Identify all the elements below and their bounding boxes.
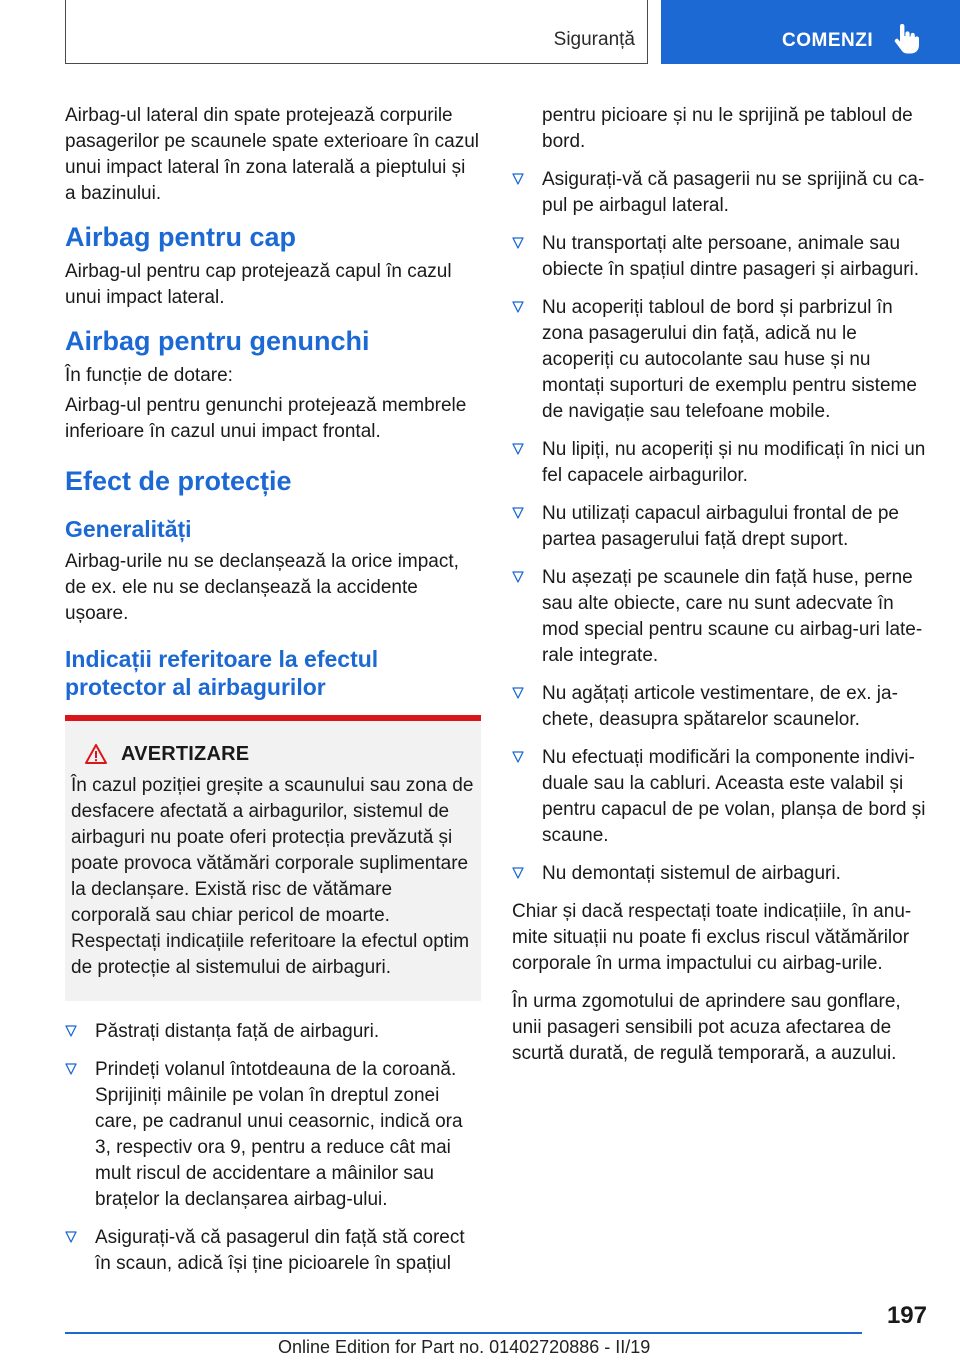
paragraph-airbag-cap: Airbag-ul pentru cap protejează capul în cazul unui impact lateral. (65, 261, 452, 308)
list-item-text: Nu acoperiți tabloul de bord și parbrizul în zona pasagerului din față, adică nu le acoperiți cu autocolante sau huse și nu montați suporturi de exemplu pentru sisteme de navigație sau telefoane mobile. (542, 297, 917, 422)
continuation-text: pentru picioare și nu le sprijină pe tabloul de bord. (542, 105, 913, 152)
heading-generalitati: Generalități (65, 516, 192, 542)
list-item (512, 745, 928, 849)
list-item-text: Nu transportați alte persoane, animale sau obiecte în spațiul dintre pasageri și airbaguri. (542, 233, 920, 280)
list-item-text: Nu lipiți, nu acoperiți și nu modificați în nici un fel capacele airbagurilor. (542, 439, 926, 486)
triangle-bullet-icon (512, 443, 524, 455)
list-item (512, 565, 928, 669)
triangle-bullet-icon (512, 237, 524, 249)
tab-label: COMENZI (782, 30, 874, 51)
paragraph-risc: Chiar și dacă respectați toate indicațiile, în anumite situații nu poate fi exclus riscul vătămărilor corporale în urma impactului cu airbag-urile. (512, 901, 912, 974)
page-number: 197 (886, 1302, 927, 1329)
left-column (65, 103, 481, 1289)
list-item-text: Nu așezați pe scaunele din față huse, perne sau alte obiecte, care nu sunt adecvate în mod special pentru scaune cu airbag-uri laterale integrate. (542, 567, 923, 666)
list-item (512, 231, 928, 283)
list-item-text: Nu agățați articole vestimentare, de ex. jachete, deasupra spătarelor scaunelor. (542, 683, 898, 730)
intro-paragraph: Airbag-ul lateral din spate protejează corpurile pasagerilor pe scaunele spate exterioare în cazul unui impact lateral în zona laterală a pieptului și a bazinului. (65, 105, 480, 204)
paragraph-dotare: În funcție de dotare: (65, 365, 233, 386)
list-item (512, 861, 928, 887)
section-title: Siguranță (553, 29, 635, 50)
triangle-bullet-icon (65, 1025, 77, 1037)
list-item (512, 437, 928, 489)
footer-edition (278, 1337, 650, 1358)
paragraph-generalitati: Airbag-urile nu se declanșează la orice impact, de ex. ele nu se declanșează la accidente ușoare. (65, 551, 459, 624)
heading-airbag-genunchi: Airbag pentru genunchi (65, 326, 370, 356)
list-item-text: Asigurați-vă că pasagerii nu se sprijină cu capul pe airbagul lateral. (542, 169, 925, 216)
warning-box (65, 715, 481, 1001)
triangle-bullet-icon (65, 1063, 77, 1075)
edition-text: Online Edition for Part no. 01402720886 - II/19 (278, 1337, 651, 1357)
triangle-bullet-icon (512, 751, 524, 763)
paragraph-airbag-genunchi: Airbag-ul pentru genunchi protejează membrele inferioare în cazul unui impact frontal. (65, 395, 467, 442)
list-item-text: Prindeți volanul întotdeauna de la coroană. Sprijiniți mâinile pe volan în dreptul zonei care, pe cadranul unui ceasornic, indică ora 3, respectiv ora 9, pentru a reduce cât mai mult riscul de accidentare a mâinilor sau brațelor la declanșarea airbag-ului. (95, 1059, 463, 1210)
triangle-bullet-icon (512, 507, 524, 519)
heading-efect-protectie: Efect de protecție (65, 466, 292, 496)
list-item (512, 501, 928, 553)
triangle-bullet-icon (512, 173, 524, 185)
heading-indicatii: Indicații referitoare la efectul protector al airbagurilor (65, 646, 379, 700)
list-item (65, 1057, 481, 1213)
list-item-text: Asigurați-vă că pasagerul din față stă corect în scaun, adică își ține picioarele în spațiul (95, 1227, 465, 1274)
heading-airbag-cap: Airbag pentru cap (65, 222, 297, 252)
header-section-box (65, 0, 648, 64)
warning-triangle-icon (85, 743, 107, 765)
header-tab-comenzi[interactable] (661, 0, 960, 64)
warning-text: În cazul poziției greșite a scaunului sau zona de desfacere afectată a airbagurilor, sistemul de airbaguri nu poate oferi protecția prevăzută și poate provoca vătămări corporale suplimentare la declanșare. Există risc de vătămare corporală sau chiar pericol de moarte. Respectați indicațiile referitoare la efectul optim de protecție al sistemului de airbaguri. (71, 775, 474, 978)
triangle-bullet-icon (512, 571, 524, 583)
right-column (512, 103, 928, 1079)
paragraph-auz: În urma zgomotului de aprindere sau gonflare, unii pasageri sensibili pot acuza afectarea de scurtă durată, de regulă temporară, a auzului. (512, 991, 901, 1064)
warning-header (71, 741, 475, 767)
warning-title: AVERTIZARE (121, 743, 250, 765)
triangle-bullet-icon (512, 687, 524, 699)
list-item (512, 295, 928, 425)
list-item (512, 167, 928, 219)
footer-divider (65, 1332, 862, 1334)
list-item-text: Nu utilizați capacul airbagului frontal de pe partea pasagerului față drept suport. (542, 503, 899, 550)
bullet-list-left (65, 1019, 481, 1277)
triangle-bullet-icon (512, 301, 524, 313)
triangle-bullet-icon (512, 867, 524, 879)
list-item-text: Păstrați distanța față de airbaguri. (95, 1021, 380, 1042)
list-item-text: Nu demontați sistemul de airbaguri. (542, 863, 841, 884)
triangle-bullet-icon (65, 1231, 77, 1243)
list-item (65, 1019, 481, 1045)
list-item (65, 1225, 481, 1277)
list-item-text: Nu efectuați modificări la componente individuale sau la cabluri. Aceasta este valabil și pentru capacul de pe volan, planșa de bord și scaune. (542, 747, 926, 846)
hand-pointer-icon (893, 24, 919, 54)
list-item (512, 681, 928, 733)
bullet-list-right (512, 167, 928, 887)
